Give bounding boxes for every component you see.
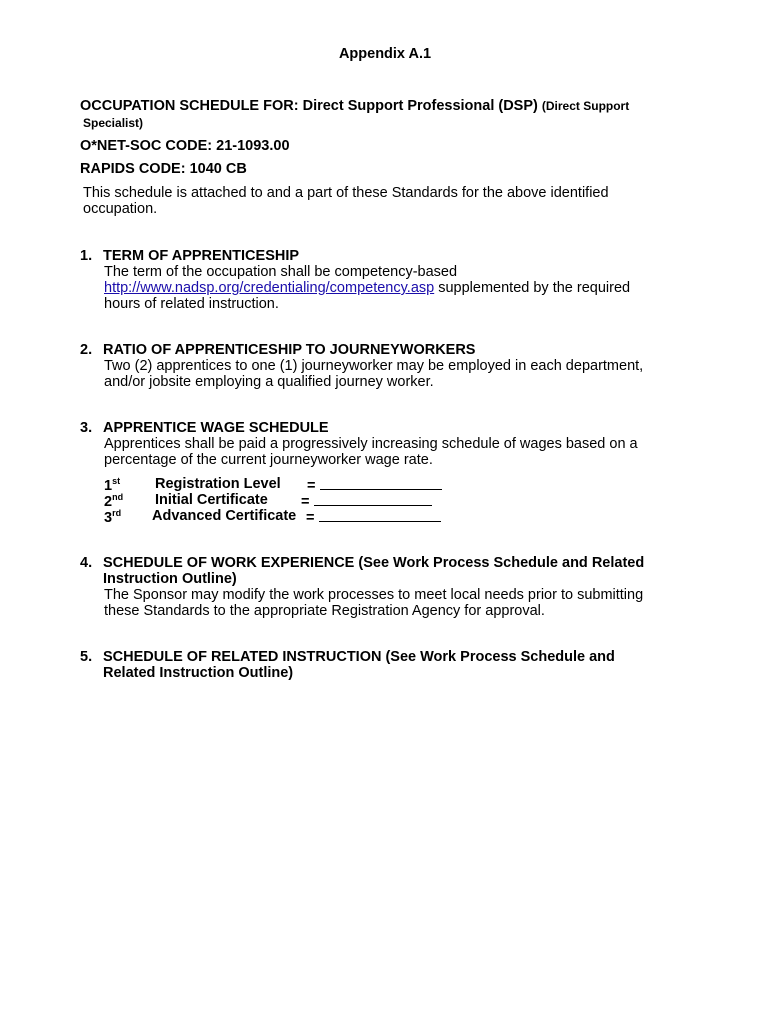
- section-4-heading: [80, 555, 644, 571]
- section-3-line-2: percentage of the current journeyworker wage rate.: [104, 452, 433, 468]
- wage-blank-line[interactable]: [319, 508, 441, 522]
- appendix-title: Appendix A.1: [338, 46, 432, 62]
- section-3-number: 3.: [80, 420, 93, 436]
- section-3-line-1: Apprentices shall be paid a progressively increasing schedule of wages based on a: [104, 436, 638, 452]
- intro-line-1: This schedule is attached to and a part of these Standards for the above identified: [83, 185, 609, 201]
- competency-link[interactable]: http://www.nadsp.org/credentialing/competency.asp: [104, 280, 435, 296]
- wage-label: Advanced Certificate: [152, 508, 297, 524]
- section-5-title-cont: Related Instruction Outline): [103, 665, 294, 681]
- section-3-title: APPRENTICE WAGE SCHEDULE: [103, 420, 329, 436]
- section-1-number: 1.: [80, 248, 93, 264]
- occupation-alt-title-cont: Specialist): [83, 116, 144, 130]
- section-4-title-cont: Instruction Outline): [103, 571, 237, 587]
- section-1-heading: [80, 248, 299, 264]
- onet-code: O*NET-SOC CODE: 21-1093.00: [80, 138, 290, 154]
- wage-equals: =: [301, 492, 432, 510]
- section-5-number: 5.: [80, 649, 93, 665]
- occupation-title-line: [80, 98, 629, 114]
- wage-ordinal: 1st: [104, 476, 121, 494]
- wage-blank-line[interactable]: [314, 492, 432, 506]
- wage-equals: =: [306, 508, 441, 526]
- section-4-line-2: these Standards to the appropriate Registration Agency for approval.: [104, 603, 545, 619]
- section-1-line-1: The term of the occupation shall be competency-based: [104, 264, 458, 280]
- rapids-code: RAPIDS CODE: 1040 CB: [80, 161, 247, 177]
- section-2-title: RATIO OF APPRENTICESHIP TO JOURNEYWORKERS: [103, 342, 476, 358]
- wage-ordinal: 3rd: [104, 508, 122, 526]
- wage-equals: =: [307, 476, 442, 494]
- intro-line-2: occupation.: [83, 201, 158, 217]
- section-4-number: 4.: [80, 555, 93, 571]
- section-4-title: SCHEDULE OF WORK EXPERIENCE (See Work Process Schedule and Related: [103, 555, 645, 571]
- section-3-heading: [80, 420, 329, 436]
- section-1-title: TERM OF APPRENTICESHIP: [103, 248, 300, 264]
- wage-ordinal: 2nd: [104, 492, 124, 510]
- section-5-title: SCHEDULE OF RELATED INSTRUCTION (See Work Process Schedule and: [103, 649, 615, 665]
- wage-blank-line[interactable]: [320, 476, 442, 490]
- section-2-line-1: Two (2) apprentices to one (1) journeyworker may be employed in each department,: [104, 358, 644, 374]
- wage-label: Registration Level: [155, 476, 281, 492]
- section-2-heading: [80, 342, 475, 358]
- section-5-heading: [80, 649, 615, 665]
- occupation-prefix: OCCUPATION SCHEDULE FOR: Direct Support Professional (DSP): [80, 98, 542, 114]
- section-2-number: 2.: [80, 342, 93, 358]
- section-1-line-2: [104, 280, 630, 296]
- section-4-line-1: The Sponsor may modify the work processes to meet local needs prior to submitting: [104, 587, 644, 603]
- section-1-line-2-rest: supplemented by the required: [434, 280, 631, 296]
- section-2-line-2: and/or jobsite employing a qualified journey worker.: [104, 374, 434, 390]
- wage-label: Initial Certificate: [155, 492, 268, 508]
- occupation-alt-title: (Direct Support: [541, 99, 630, 113]
- section-1-line-3: hours of related instruction.: [104, 296, 279, 312]
